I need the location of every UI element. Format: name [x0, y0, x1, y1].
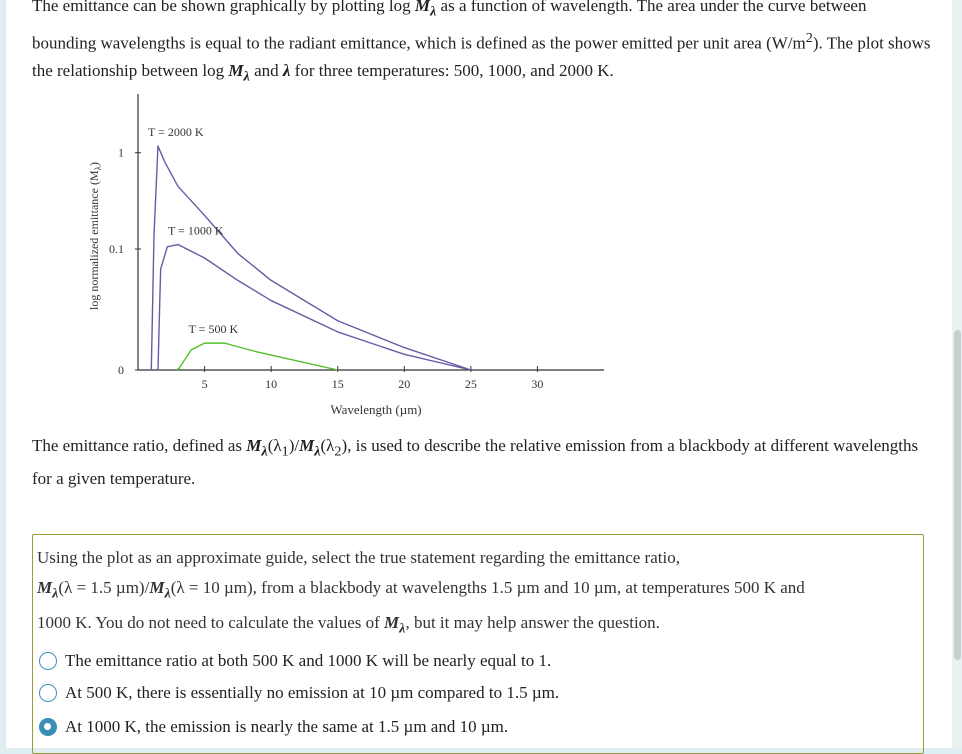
intro-paragraph: [32, 0, 932, 90]
superscript-2: 2: [805, 30, 813, 47]
question-line: (λ = 10 µm), from a blackbody at wavelengths 1.5 µm and 10 µm, at temperatures 500 K and: [170, 578, 805, 597]
symbol-m: M: [299, 436, 315, 455]
intro-text: as a function of wavelength. The area under the curve between bounding wavelengths is equal to the radiant emittance, which is defined as the power emitted per unit area (W/m: [32, 0, 867, 54]
option-2[interactable]: [39, 679, 559, 707]
intro-text: The emittance can be shown graphically by plotting log: [32, 0, 415, 15]
symbol-lambda-sub: λ: [314, 443, 321, 460]
series-label: T = 2000 K: [147, 125, 204, 139]
symbol-m: M: [228, 61, 244, 81]
series-line: [151, 146, 471, 370]
option-label: At 500 K, there is essentially no emission at 10 µm compared to 1.5 µm.: [65, 683, 560, 702]
symbol-lambda-sub: λ: [399, 620, 406, 637]
scrollbar[interactable]: [952, 0, 962, 748]
option-1[interactable]: [39, 647, 551, 675]
x-tick-label: 25: [464, 377, 477, 391]
option-label: At 1000 K, the emission is nearly the same at 1.5 µm and 10 µm.: [65, 717, 509, 736]
x-axis-title: Wavelength (µm): [330, 402, 422, 417]
symbol-m: M: [37, 578, 53, 597]
y-tick-label: 0: [118, 363, 124, 377]
ratio-text: is used to describe the relative emission from a blackbody at different wavelengths for a given temperature.: [32, 436, 919, 489]
x-tick-label: 15: [331, 377, 344, 391]
intro-text: ). The plot shows the relationship between log: [32, 34, 931, 81]
emittance-chart: [76, 88, 616, 428]
symbol-lambda-sub: λ: [243, 68, 250, 85]
intro-text: and: [249, 61, 283, 81]
y-tick-label: 1: [118, 145, 124, 160]
symbol-lambda-sub: λ: [52, 585, 59, 602]
y-tick-label: 0.1: [109, 242, 124, 257]
symbol-lambda: λ: [282, 61, 291, 81]
symbol-m: M: [149, 578, 165, 597]
x-tick-label: 30: [531, 377, 544, 391]
series-line: [178, 343, 338, 370]
subscript-1: 1: [281, 443, 289, 460]
question-line: Using the plot as an approximate guide, select the true statement regarding the emittance ratio,: [37, 548, 680, 567]
symbol-m: M: [384, 613, 400, 633]
symbol-m: M: [414, 0, 430, 15]
ratio-text: (λ: [320, 436, 335, 455]
content-page: [6, 0, 952, 748]
radio-button[interactable]: [39, 652, 57, 670]
ratio-text: The emittance ratio, defined as: [32, 436, 247, 455]
ratio-text: ),: [341, 436, 352, 455]
scrollbar-thumb[interactable]: [954, 330, 961, 660]
question-box: [32, 534, 924, 754]
radio-button[interactable]: [39, 684, 57, 702]
question-line: (λ = 1.5 µm)/: [58, 578, 150, 597]
x-tick-label: 5: [201, 377, 208, 391]
option-label: The emittance ratio at both 500 K and 1000 K will be nearly equal to 1.: [65, 651, 552, 670]
y-axis-title: log normalized emittance $(M_\lambda)$: [87, 162, 103, 310]
series-label: T = 1000 K: [167, 223, 224, 238]
question-line: , but it may help answer the question.: [405, 613, 660, 633]
x-tick-label: 10: [265, 377, 278, 391]
symbol-m: M: [246, 436, 262, 455]
question-line: 1000 K. You do not need to calculate the values of: [37, 613, 385, 633]
x-tick-label: 20: [398, 377, 411, 391]
ratio-text: (λ: [267, 436, 282, 455]
symbol-lambda-sub: λ: [261, 443, 268, 460]
radio-button[interactable]: [39, 718, 57, 736]
series-label: T = 500 K: [188, 322, 239, 337]
question-text: [37, 543, 917, 644]
ratio-text: )/: [288, 436, 300, 455]
symbol-lambda-sub: λ: [430, 3, 437, 20]
option-3[interactable]: [39, 713, 508, 741]
intro-text: for three temperatures: 500, 1000, and 2000 K.: [290, 61, 614, 81]
subscript-2: 2: [334, 443, 342, 460]
symbol-lambda-sub: λ: [164, 585, 171, 602]
ratio-paragraph: [32, 432, 932, 492]
